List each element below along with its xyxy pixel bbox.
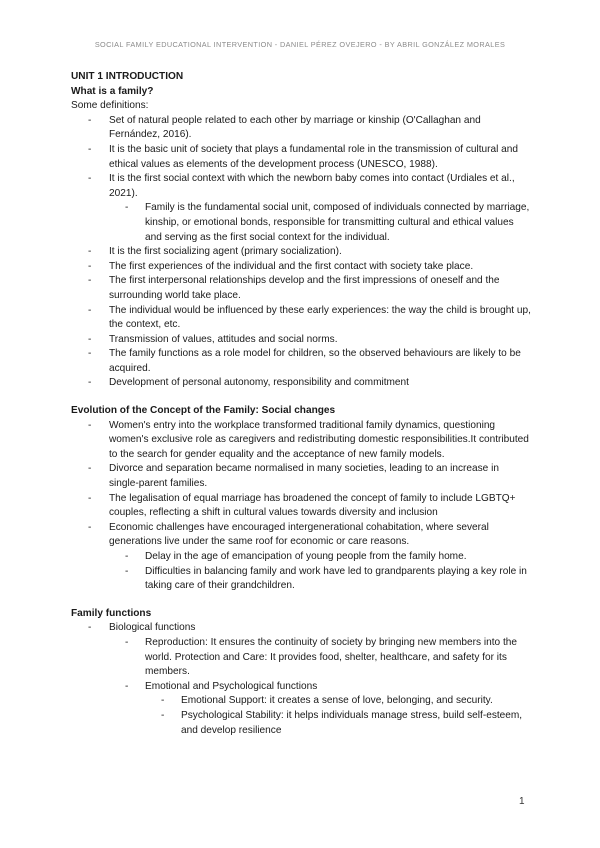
list-item: - It is the first social context with which the newborn baby comes into contact (Urdiales et al., 2021). [109, 172, 531, 201]
list-item: - Family is the fundamental social unit, composed of individuals connected by marriage, kinship, or emotional bonds, responsible for transmitting cultural and ethical values and serving as the first social context for the individual. [145, 201, 531, 245]
definitions-nested-list [71, 201, 531, 245]
page-content [71, 70, 531, 738]
section-title-what-is-family: What is a family? [71, 85, 154, 97]
functions-list [71, 621, 531, 636]
list-item: - Delay in the age of emancipation of young people from the family home. [145, 550, 531, 565]
list-item: - Women's entry into the workplace transformed traditional family dynamics, questioning women's exclusive role as caregivers and redistributing domestic responsibilities.It contributed to the search for gender equality and the acceptance of new family models. [109, 419, 531, 463]
running-header: SOCIAL FAMILY EDUCATIONAL INTERVENTION - DANIEL PÉREZ OVEJERO - BY ABRIL GONZÁLEZ MORALES [94, 40, 506, 49]
list-item: - Development of personal autonomy, responsibility and commitment [109, 376, 531, 391]
definitions-intro: Some definitions: [71, 100, 149, 112]
list-item: - The first experiences of the individual and the first contact with society take place. [109, 260, 531, 275]
list-item: - The individual would be influenced by these early experiences: the way the child is brought up, the context, etc. [109, 304, 531, 333]
page-number: 1 [519, 796, 525, 807]
list-item: - Psychological Stability: it helps individuals manage stress, build self-esteem, and develop resilience [181, 709, 531, 738]
list-item: - The first interpersonal relationships develop and the first impressions of oneself and the surrounding world take place. [109, 274, 531, 303]
list-item: - It is the first socializing agent (primary socialization). [109, 245, 531, 260]
definitions-list [71, 114, 531, 202]
list-item: - Divorce and separation became normalised in many societies, leading to an increase in single-parent families. [109, 462, 531, 491]
unit-title: UNIT 1 INTRODUCTION [71, 71, 184, 82]
list-item: - Emotional Support: it creates a sense of love, belonging, and security. [181, 694, 531, 709]
list-item: - Set of natural people related to each other by marriage or kinship (O'Callaghan and Fernández, 2016). [109, 114, 531, 143]
list-item: - It is the basic unit of society that plays a fundamental role in the transmission of cultural and ethical values as elements of the development process (UNESCO, 1988). [109, 143, 531, 172]
list-item: - Transmission of values, attitudes and social norms. [109, 333, 531, 348]
section-title-evolution: Evolution of the Concept of the Family: Social changes [71, 405, 336, 417]
social-changes-list [71, 419, 531, 550]
list-item: - The legalisation of equal marriage has broadened the concept of family to include LGBTQ+ couples, reflecting a shift in cultural values towards diversity and inclusion [109, 492, 531, 521]
emotional-functions-list [71, 694, 531, 738]
list-item: - Emotional and Psychological functions [145, 680, 531, 695]
section-title-family-functions: Family functions [71, 607, 152, 619]
biological-functions-list [71, 636, 531, 694]
list-item: - The family functions as a role model for children, so the observed behaviours are likely to be acquired. [109, 347, 531, 376]
social-changes-nested-list [71, 550, 531, 594]
list-item: - Economic challenges have encouraged intergenerational cohabitation, where several generations live under the same roof for economic or care reasons. [109, 521, 531, 550]
list-item: - Biological functions [109, 621, 531, 636]
family-role-list [71, 245, 531, 391]
list-item: - Difficulties in balancing family and work have led to grandparents playing a key role in taking care of their grandchildren. [145, 565, 531, 594]
list-item: - Reproduction: It ensures the continuity of society by bringing new members into the world. Protection and Care: It provides food, shelter, healthcare, and safety for its members. [145, 636, 531, 680]
